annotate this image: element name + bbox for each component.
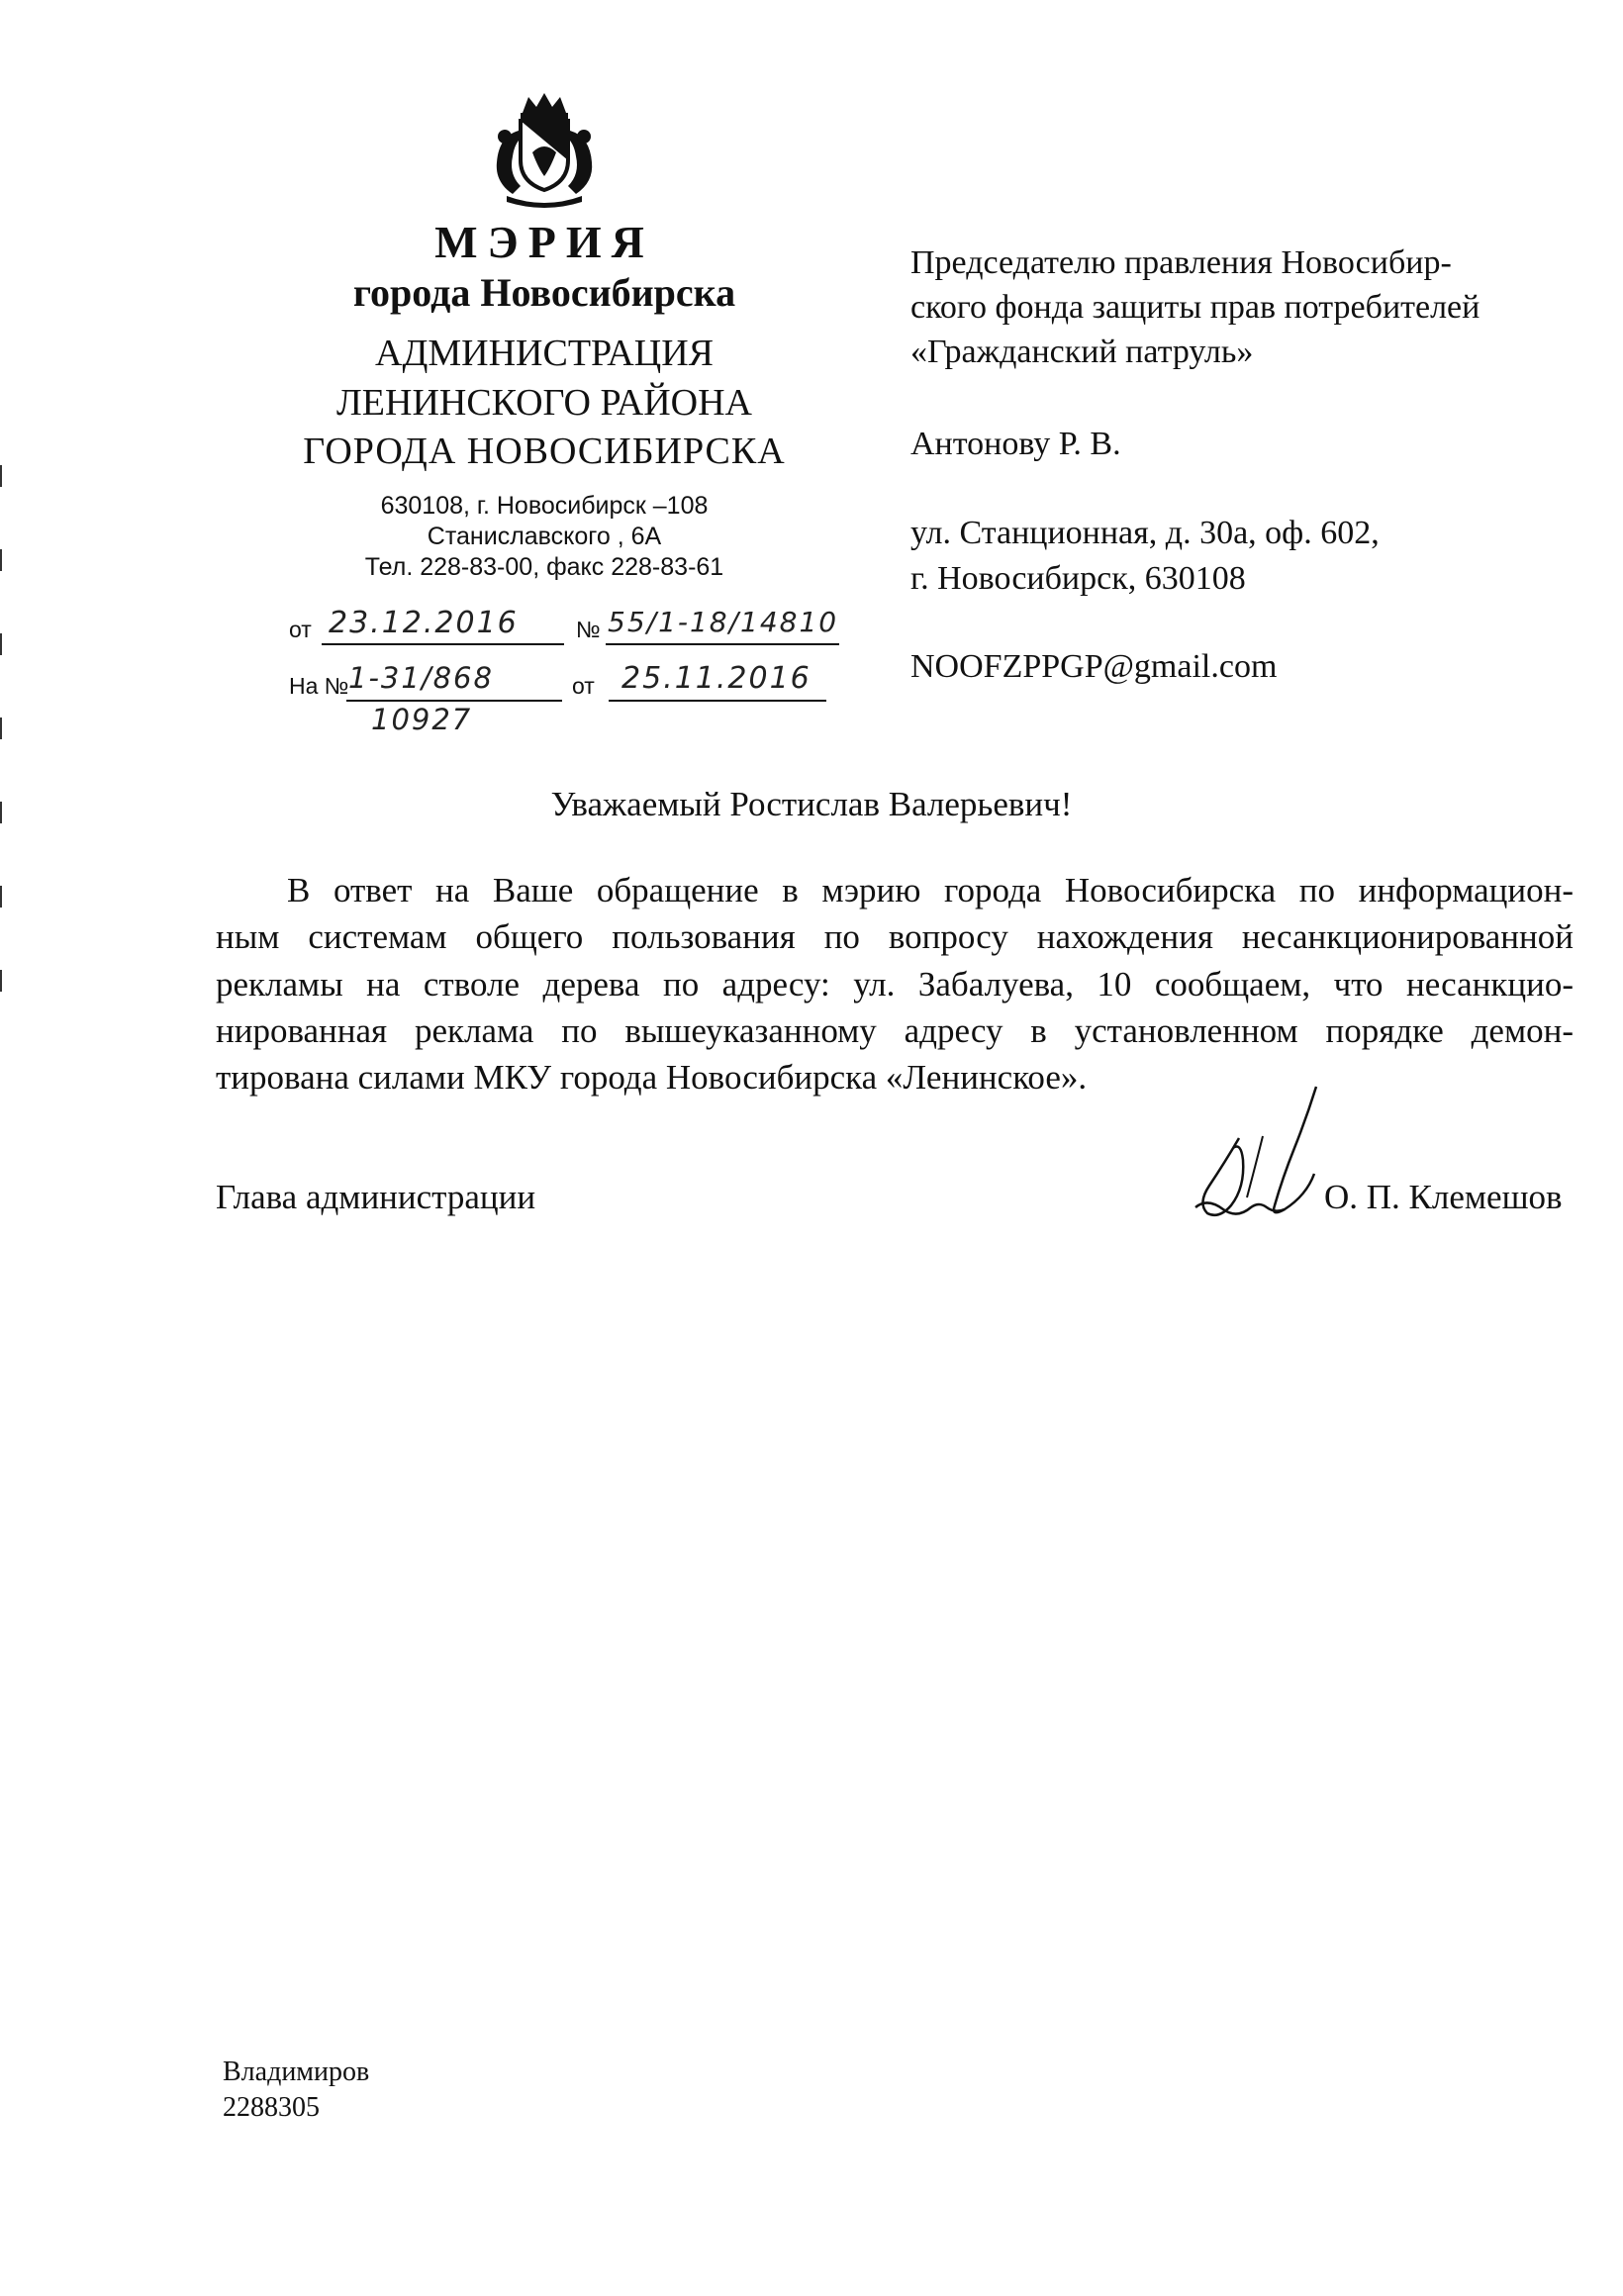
reg-date-value: 23.12.2016 bbox=[329, 606, 519, 640]
executor-phone: 2288305 bbox=[223, 2092, 320, 2123]
executor-name: Владимиров bbox=[223, 2057, 370, 2087]
reg-number-line bbox=[606, 643, 839, 645]
recipient-line-2: ского фонда защиты прав потребителей bbox=[910, 289, 1480, 326]
reply-number-extra: 10927 bbox=[371, 703, 473, 736]
reg-number-value: 55/1-18/14810 bbox=[608, 606, 839, 638]
body-line-1: В ответ на Ваше обращение в мэрию города Новосибирска по информацион- bbox=[287, 871, 1574, 909]
reply-number-label: На № bbox=[289, 673, 349, 699]
recipient-line-3: «Гражданский патруль» bbox=[910, 334, 1254, 370]
body-line-2: ным системам общего пользования по вопросу нахождения несанкционированной bbox=[216, 917, 1574, 956]
signature-role: Глава администрации bbox=[216, 1178, 536, 1216]
reply-date-label: от bbox=[572, 673, 595, 699]
recipient-address-line-1: ул. Станционная, д. 30а, оф. 602, bbox=[910, 515, 1380, 551]
reply-date-line bbox=[609, 700, 826, 702]
recipient-line-1: Председателю правления Новосибир- bbox=[910, 244, 1452, 281]
org-address-line-3: Тел. 228-83-00, факс 228-83-61 bbox=[364, 553, 724, 581]
greeting: Уважаемый Ростислав Валерьевич! bbox=[550, 785, 1073, 823]
reply-number-value: 1-31/868 bbox=[348, 661, 494, 695]
coat-of-arms-icon bbox=[485, 91, 604, 208]
body-line-3: рекламы на стволе дерева по адресу: ул. Забалуева, 10 сообщаем, что несанкцио- bbox=[216, 965, 1574, 1004]
admin-line-1: АДМИНИСТРАЦИЯ bbox=[375, 333, 714, 374]
reply-number-line bbox=[346, 700, 562, 702]
recipient-email: NOOFZPPGP@gmail.com bbox=[910, 648, 1278, 685]
signatory-name: О. П. Клемешов bbox=[1324, 1178, 1563, 1216]
org-address-line-2: Станиславского , 6А bbox=[427, 523, 662, 550]
body-line-4: нированная реклама по вышеуказанному адресу в установленном порядке демон- bbox=[216, 1011, 1574, 1050]
handwritten-signature bbox=[1168, 1079, 1346, 1247]
admin-line-2: ЛЕНИНСКОГО РАЙОНА bbox=[336, 382, 752, 424]
reg-date-line bbox=[322, 643, 564, 645]
org-address-line-1: 630108, г. Новосибирск –108 bbox=[380, 492, 709, 520]
reg-date-label: от bbox=[289, 617, 312, 642]
reply-date-value: 25.11.2016 bbox=[621, 661, 812, 696]
org-title: МЭРИЯ bbox=[434, 217, 654, 267]
admin-line-3: ГОРОДА НОВОСИБИРСКА bbox=[303, 430, 786, 472]
scan-edge-marks bbox=[0, 0, 6, 2296]
recipient-address-line-2: г. Новосибирск, 630108 bbox=[910, 560, 1246, 597]
reg-number-label: № bbox=[576, 617, 601, 642]
org-city: города Новосибирска bbox=[352, 270, 736, 315]
recipient-name: Антонову Р. В. bbox=[910, 426, 1121, 462]
body-line-5: тирована силами МКУ города Новосибирска «Ленинское». bbox=[216, 1058, 1088, 1097]
